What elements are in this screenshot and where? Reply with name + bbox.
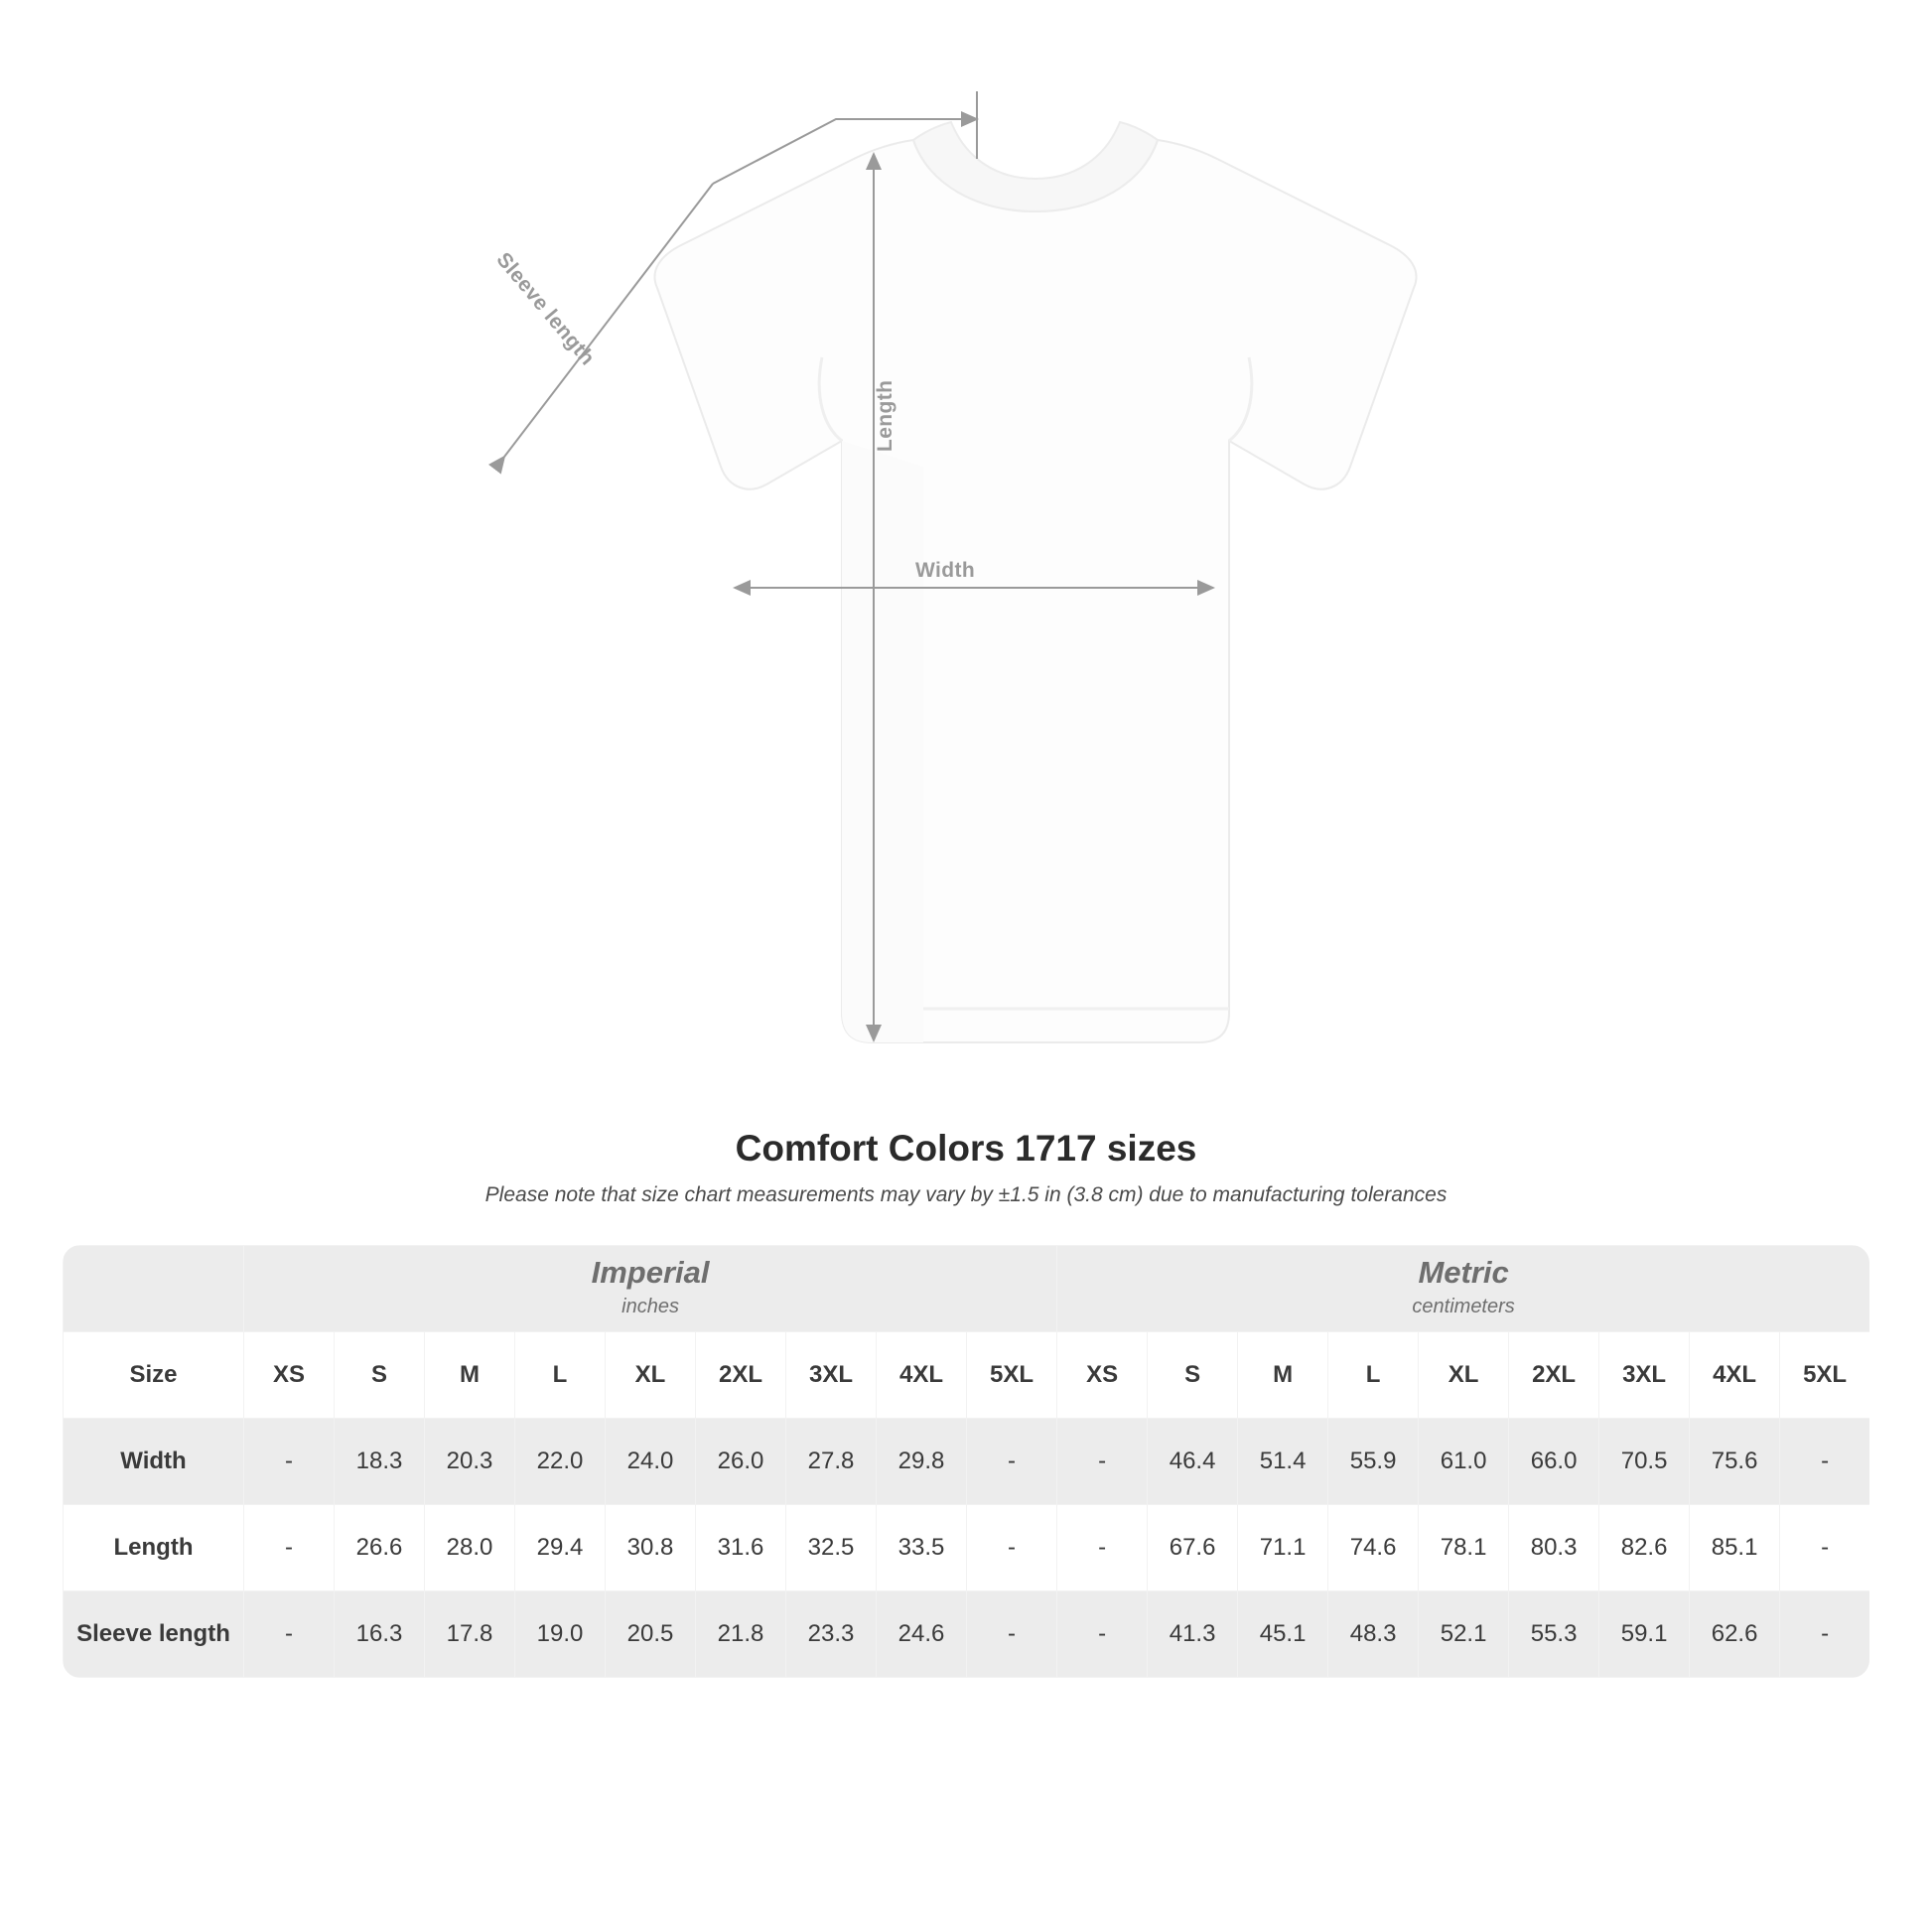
unit-spacer [64, 1246, 244, 1332]
cell-width-imperial-5xl: - [967, 1419, 1057, 1505]
cell-width-imperial-s: 18.3 [335, 1419, 425, 1505]
cell-length-imperial-s: 26.6 [335, 1505, 425, 1591]
size-col-imperial-2xl: 2XL [696, 1332, 786, 1419]
cell-sleeve-imperial-xl: 20.5 [606, 1591, 696, 1678]
cell-sleeve-imperial-l: 19.0 [515, 1591, 606, 1678]
cell-length-metric-3xl: 82.6 [1599, 1505, 1690, 1591]
cell-sleeve-imperial-4xl: 24.6 [877, 1591, 967, 1678]
cell-length-metric-s: 67.6 [1148, 1505, 1238, 1591]
size-table [63, 1245, 1869, 1678]
size-table-wrapper [63, 1245, 1869, 1678]
cell-length-imperial-4xl: 33.5 [877, 1505, 967, 1591]
width-label: Width [915, 559, 976, 582]
cell-sleeve-imperial-2xl: 21.8 [696, 1591, 786, 1678]
row-label-width: Width [64, 1419, 244, 1505]
cell-width-metric-l: 55.9 [1328, 1419, 1419, 1505]
cell-length-imperial-l: 29.4 [515, 1505, 606, 1591]
table-row [64, 1505, 1870, 1591]
unit-metric-name: Metric [1418, 1255, 1509, 1291]
cell-length-metric-4xl: 85.1 [1690, 1505, 1780, 1591]
row-label-sleeve-length: Sleeve length [64, 1591, 244, 1678]
cell-length-imperial-xl: 30.8 [606, 1505, 696, 1591]
unit-imperial-sub: inches [621, 1295, 679, 1317]
size-col-metric-3xl: 3XL [1599, 1332, 1690, 1419]
cell-width-imperial-l: 22.0 [515, 1419, 606, 1505]
size-col-metric-xl: XL [1419, 1332, 1509, 1419]
cell-sleeve-metric-m: 45.1 [1238, 1591, 1328, 1678]
cell-sleeve-metric-l: 48.3 [1328, 1591, 1419, 1678]
cell-width-imperial-3xl: 27.8 [786, 1419, 877, 1505]
size-col-metric-xs: XS [1057, 1332, 1148, 1419]
cell-width-metric-xl: 61.0 [1419, 1419, 1509, 1505]
table-row [64, 1419, 1870, 1505]
cell-width-metric-xs: - [1057, 1419, 1148, 1505]
cell-length-metric-5xl: - [1780, 1505, 1869, 1591]
size-col-imperial-s: S [335, 1332, 425, 1419]
cell-width-metric-2xl: 66.0 [1509, 1419, 1599, 1505]
unit-header-row [64, 1246, 1870, 1332]
table-row [64, 1591, 1870, 1678]
cell-width-metric-m: 51.4 [1238, 1419, 1328, 1505]
length-label: Length [874, 379, 897, 452]
cell-length-metric-2xl: 80.3 [1509, 1505, 1599, 1591]
cell-length-imperial-5xl: - [967, 1505, 1057, 1591]
size-col-metric-m: M [1238, 1332, 1328, 1419]
cell-width-imperial-xl: 24.0 [606, 1419, 696, 1505]
cell-sleeve-imperial-xs: - [244, 1591, 335, 1678]
title-block [0, 1128, 1932, 1207]
unit-metric-sub: centimeters [1412, 1295, 1515, 1317]
cell-sleeve-metric-s: 41.3 [1148, 1591, 1238, 1678]
size-col-imperial-xs: XS [244, 1332, 335, 1419]
cell-length-metric-m: 71.1 [1238, 1505, 1328, 1591]
size-col-imperial-4xl: 4XL [877, 1332, 967, 1419]
unit-metric [1057, 1246, 1869, 1332]
size-col-metric-2xl: 2XL [1509, 1332, 1599, 1419]
size-col-metric-s: S [1148, 1332, 1238, 1419]
cell-sleeve-metric-3xl: 59.1 [1599, 1591, 1690, 1678]
cell-sleeve-metric-xs: - [1057, 1591, 1148, 1678]
cell-sleeve-metric-4xl: 62.6 [1690, 1591, 1780, 1678]
cell-width-imperial-m: 20.3 [425, 1419, 515, 1505]
page-title: Comfort Colors 1717 sizes [735, 1128, 1197, 1169]
cell-length-metric-xs: - [1057, 1505, 1148, 1591]
cell-sleeve-imperial-s: 16.3 [335, 1591, 425, 1678]
cell-width-metric-4xl: 75.6 [1690, 1419, 1780, 1505]
sleeve-length-label: Sleeve length [491, 248, 600, 370]
cell-width-imperial-2xl: 26.0 [696, 1419, 786, 1505]
cell-sleeve-imperial-m: 17.8 [425, 1591, 515, 1678]
cell-width-metric-3xl: 70.5 [1599, 1419, 1690, 1505]
size-col-imperial-l: L [515, 1332, 606, 1419]
unit-imperial [244, 1246, 1057, 1332]
cell-sleeve-imperial-5xl: - [967, 1591, 1057, 1678]
cell-length-imperial-3xl: 32.5 [786, 1505, 877, 1591]
cell-width-metric-s: 46.4 [1148, 1419, 1238, 1505]
cell-length-imperial-m: 28.0 [425, 1505, 515, 1591]
tolerance-note: Please note that size chart measurements may vary by ±1.5 in (3.8 cm) due to manufacturing tolerances [484, 1183, 1448, 1206]
cell-width-metric-5xl: - [1780, 1419, 1869, 1505]
size-col-imperial-m: M [425, 1332, 515, 1419]
cell-width-imperial-4xl: 29.8 [877, 1419, 967, 1505]
size-col-imperial-5xl: 5XL [967, 1332, 1057, 1419]
cell-length-metric-xl: 78.1 [1419, 1505, 1509, 1591]
size-col-metric-5xl: 5XL [1780, 1332, 1869, 1419]
row-label-length: Length [64, 1505, 244, 1591]
size-header-row [64, 1332, 1870, 1419]
cell-sleeve-imperial-3xl: 23.3 [786, 1591, 877, 1678]
cell-width-imperial-xs: - [244, 1419, 335, 1505]
unit-imperial-name: Imperial [591, 1255, 710, 1291]
size-col-metric-4xl: 4XL [1690, 1332, 1780, 1419]
size-col-metric-l: L [1328, 1332, 1419, 1419]
size-header-label: Size [64, 1332, 244, 1419]
cell-length-imperial-2xl: 31.6 [696, 1505, 786, 1591]
size-col-imperial-xl: XL [606, 1332, 696, 1419]
tshirt-shape [654, 122, 1416, 1042]
cell-length-imperial-xs: - [244, 1505, 335, 1591]
cell-sleeve-metric-5xl: - [1780, 1591, 1869, 1678]
cell-sleeve-metric-xl: 52.1 [1419, 1591, 1509, 1678]
cell-sleeve-metric-2xl: 55.3 [1509, 1591, 1599, 1678]
cell-length-metric-l: 74.6 [1328, 1505, 1419, 1591]
size-col-imperial-3xl: 3XL [786, 1332, 877, 1419]
